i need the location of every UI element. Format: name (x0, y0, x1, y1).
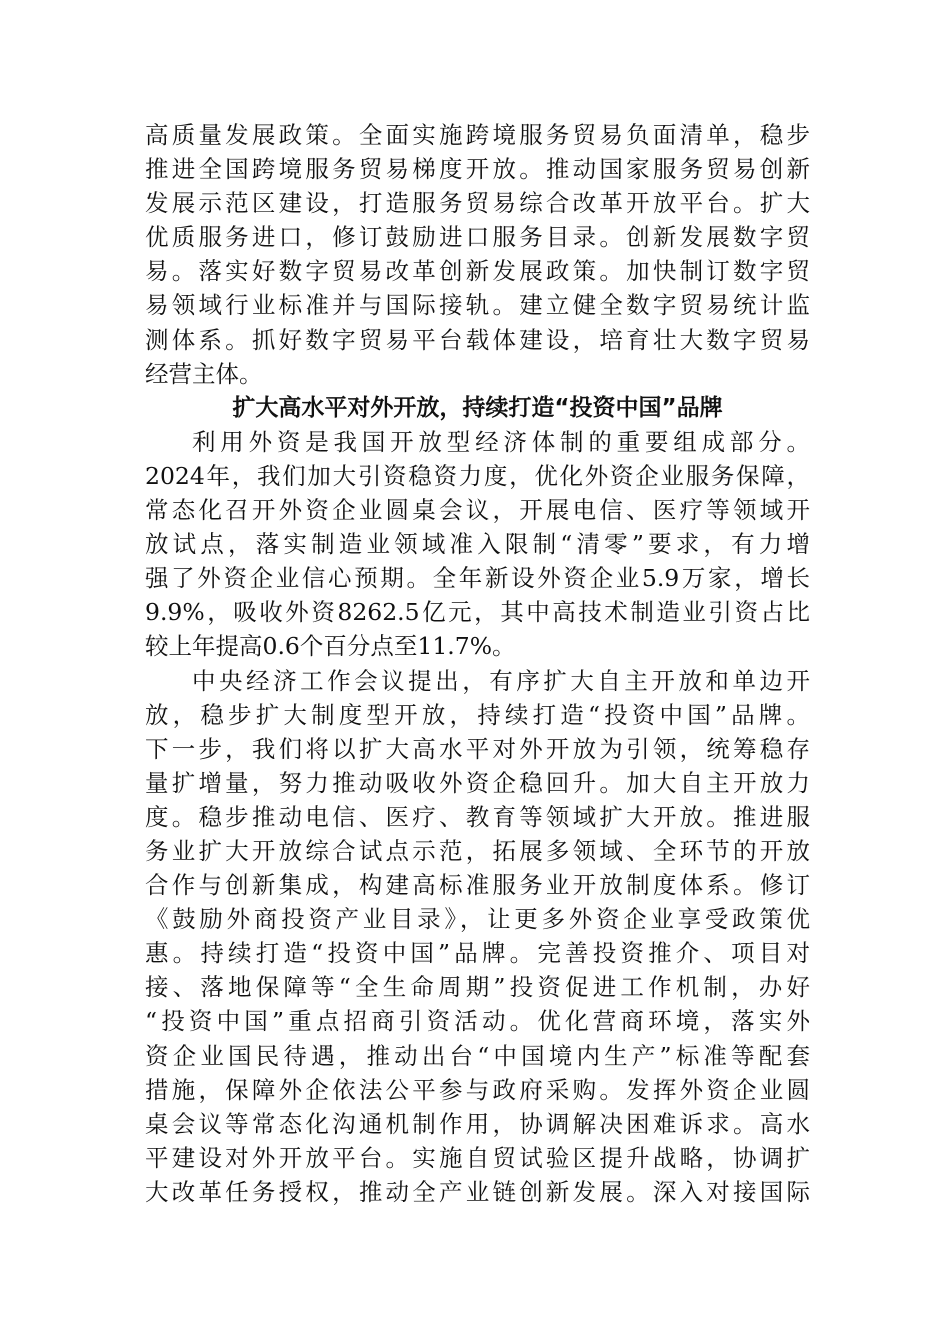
paragraph-line: 高质量发展政策。全面实施跨境服务贸易负面清单，稳步 (145, 121, 810, 149)
paragraph-line: 放试点，落实制造业领域准入限制“清零”要求，有力增 (145, 530, 810, 559)
paragraph-line: 经营主体。 (145, 359, 263, 388)
paragraph-3 (145, 664, 810, 1210)
paragraph-line: 2024年，我们加大引资稳资力度，优化外资企业服务保障， (145, 461, 810, 490)
paragraph-line: 易。落实好数字贸易改革创新发展政策。加快制订数字贸 (145, 257, 810, 286)
paragraph-line: 9.9%，吸收外资8262.5亿元，其中高技术制造业引资占比 (145, 598, 810, 627)
paragraph-line: 《鼓励外商投资产业目录》，让更多外资企业享受政策优 (145, 905, 810, 934)
paragraph-line: 务业扩大开放综合试点示范，拓展多领域、全环节的开放 (145, 836, 810, 865)
document-body (145, 118, 810, 1209)
paragraph-1 (145, 118, 810, 391)
paragraph-line: 接、落地保障等“全生命周期”投资促进工作机制，办好 (145, 973, 810, 1002)
paragraph-line: 下一步，我们将以扩大高水平对外开放为引领，统筹稳存 (145, 734, 810, 763)
paragraph-line: 优质服务进口，修订鼓励进口服务目录。创新发展数字贸 (145, 223, 810, 252)
paragraph-line: 惠。持续打造“投资中国”品牌。完善投资推介、项目对 (145, 939, 810, 968)
paragraph-line: 桌会议等常态化沟通机制作用，协调解决困难诉求。高水 (145, 1109, 810, 1138)
paragraph-line: 推进全国跨境服务贸易梯度开放。推动国家服务贸易创新 (145, 155, 810, 184)
paragraph-line: 措施，保障外企依法公平参与政府采购。发挥外资企业圆 (145, 1075, 810, 1104)
paragraph-line: 平建设对外开放平台。实施自贸试验区提升战略，协调扩 (145, 1143, 810, 1172)
section-heading: 扩大高水平对外开放，持续打造“投资中国”品牌 (232, 394, 723, 421)
paragraph-line: 量扩增量，努力推动吸收外资企稳回升。加大自主开放力 (145, 768, 810, 797)
paragraph-line: 易领域行业标准并与国际接轨。建立健全数字贸易统计监 (145, 291, 810, 320)
paragraph-line: 度。稳步推动电信、医疗、教育等领域扩大开放。推进服 (145, 802, 810, 831)
paragraph-line: 发展示范区建设，打造服务贸易综合改革开放平台。扩大 (145, 189, 810, 218)
paragraph-line: 常态化召开外资企业圆桌会议，开展电信、医疗等领域开 (145, 496, 810, 525)
paragraph-line: 较上年提高0.6个百分点至11.7%。 (145, 632, 516, 661)
paragraph-line: 合作与创新集成，构建高标准服务业开放制度体系。修订 (145, 871, 810, 900)
paragraph-line: 放，稳步扩大制度型开放，持续打造“投资中国”品牌。 (145, 700, 810, 729)
paragraph-line: 测体系。抓好数字贸易平台载体建设，培育壮大数字贸易 (145, 325, 810, 354)
paragraph-line: 强了外资企业信心预期。全年新设外资企业5.9万家，增长 (145, 564, 810, 593)
paragraph-2 (145, 425, 810, 664)
paragraph-first-line: 利用外资是我国开放型经济体制的重要组成部分。 (192, 427, 810, 456)
paragraph-first-line: 中央经济工作会议提出，有序扩大自主开放和单边开 (192, 666, 810, 695)
paragraph-line: 大改革任务授权，推动全产业链创新发展。深入对接国际 (145, 1177, 810, 1206)
paragraph-line: “投资中国”重点招商引资活动。优化营商环境，落实外 (145, 1007, 810, 1036)
paragraph-line: 资企业国民待遇，推动出台“中国境内生产”标准等配套 (145, 1041, 810, 1070)
